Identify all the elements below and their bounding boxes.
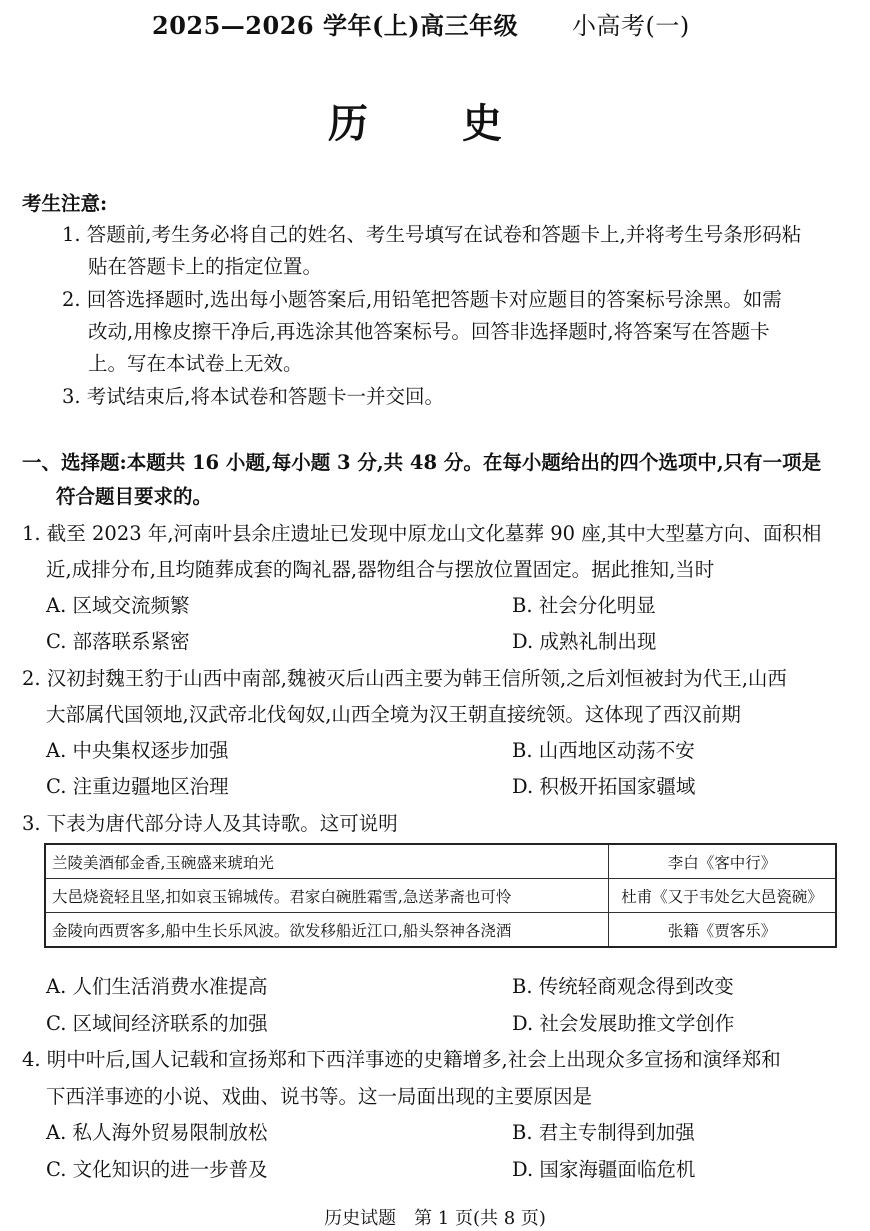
section-heading-line1: 一、选择题:本题共 16 小题,每小题 3 分,共 48 分。在每小题给出的四个选项中,只有一项是 <box>22 451 822 474</box>
question-4-option-a[interactable]: A. 私人海外贸易限制放松 <box>46 1121 268 1144</box>
question-1-line2: 近,成排分布,且均随葬成套的陶礼器,器物组合与摆放位置固定。据此推知,当时 <box>46 558 715 581</box>
poem-text: 大邑烧瓷轻且坚,扣如哀玉锦城传。君家白碗胜霜雪,急送茅斋也可怜 <box>45 879 609 913</box>
poem-text: 兰陵美酒郁金香,玉碗盛来琥珀光 <box>45 844 609 879</box>
notice-item-2-line2: 改动,用橡皮擦干净后,再选涂其他答案标号。回答非选择题时,将答案写在答题卡 <box>88 320 770 343</box>
poem-source: 张籍《贾客乐》 <box>609 913 837 948</box>
notice-item-1-line2: 贴在答题卡上的指定位置。 <box>88 255 323 278</box>
question-3-option-d[interactable]: D. 社会发展助推文学创作 <box>512 1012 735 1035</box>
table-row <box>45 913 836 948</box>
question-3-option-a[interactable]: A. 人们生活消费水准提高 <box>46 975 268 998</box>
subject-title: 历 史 <box>328 100 542 147</box>
question-3-option-b[interactable]: B. 传统轻商观念得到改变 <box>512 975 734 998</box>
question-2-line2: 大部属代国领地,汉武帝北伐匈奴,山西全境为汉王朝直接统领。这体现了西汉前期 <box>46 703 741 726</box>
question-2-option-a[interactable]: A. 中央集权逐步加强 <box>46 739 229 762</box>
exam-header <box>152 6 690 41</box>
question-1-line1: 1. 截至 2023 年,河南叶县余庄遗址已发现中原龙山文化墓葬 90 座,其中大型墓方向、面积相 <box>22 522 822 545</box>
question-4-line1: 4. 明中叶后,国人记载和宣扬郑和下西洋事迹的史籍增多,社会上出现众多宣扬和演绎郑和 <box>22 1048 781 1071</box>
question-1-option-a[interactable]: A. 区域交流频繁 <box>46 594 190 617</box>
table-row <box>45 844 836 879</box>
poem-source: 李白《客中行》 <box>609 844 837 879</box>
table-row <box>45 879 836 913</box>
exam-name: 小高考(一) <box>572 12 690 40</box>
poem-table <box>44 843 837 948</box>
exam-year-title: 2025—2026 学年(上)高三年级 <box>152 11 519 40</box>
notice-item-3-line1: 3. 考试结束后,将本试卷和答题卡一并交回。 <box>62 385 445 408</box>
question-2-option-b[interactable]: B. 山西地区动荡不安 <box>512 739 695 762</box>
question-2-line1: 2. 汉初封魏王豹于山西中南部,魏被灭后山西主要为韩王信所领,之后刘恒被封为代王,山西 <box>22 667 787 690</box>
poem-text: 金陵向西贾客多,船中生长乐风波。欲发移船近江口,船头祭神各浇酒 <box>45 913 609 948</box>
section-heading-line2: 符合题目要求的。 <box>56 485 213 508</box>
question-4-option-c[interactable]: C. 文化知识的进一步普及 <box>46 1158 268 1181</box>
notice-title: 考生注意: <box>22 192 108 215</box>
question-1-option-d[interactable]: D. 成熟礼制出现 <box>512 630 657 653</box>
question-4-line2: 下西洋事迹的小说、戏曲、说书等。这一局面出现的主要原因是 <box>46 1085 593 1108</box>
poem-source: 杜甫《又于韦处乞大邑瓷碗》 <box>609 879 837 913</box>
question-1-option-b[interactable]: B. 社会分化明显 <box>512 594 656 617</box>
question-1-option-c[interactable]: C. 部落联系紧密 <box>46 630 190 653</box>
notice-item-1-line1: 1. 答题前,考生务必将自己的姓名、考生号填写在试卷和答题卡上,并将考生号条形码粘 <box>62 223 802 246</box>
page-footer: 历史试题 第 1 页(共 8 页) <box>324 1208 546 1229</box>
notice-item-2-line3: 上。写在本试卷上无效。 <box>88 352 303 375</box>
question-3-line1: 3. 下表为唐代部分诗人及其诗歌。这可说明 <box>22 812 398 835</box>
question-2-option-d[interactable]: D. 积极开拓国家疆域 <box>512 775 696 798</box>
notice-item-2-line1: 2. 回答选择题时,选出每小题答案后,用铅笔把答题卡对应题目的答案标号涂黑。如需 <box>62 288 782 311</box>
question-4-option-b[interactable]: B. 君主专制得到加强 <box>512 1121 695 1144</box>
question-4-option-d[interactable]: D. 国家海疆面临危机 <box>512 1158 696 1181</box>
question-2-option-c[interactable]: C. 注重边疆地区治理 <box>46 775 229 798</box>
question-3-option-c[interactable]: C. 区域间经济联系的加强 <box>46 1012 268 1035</box>
